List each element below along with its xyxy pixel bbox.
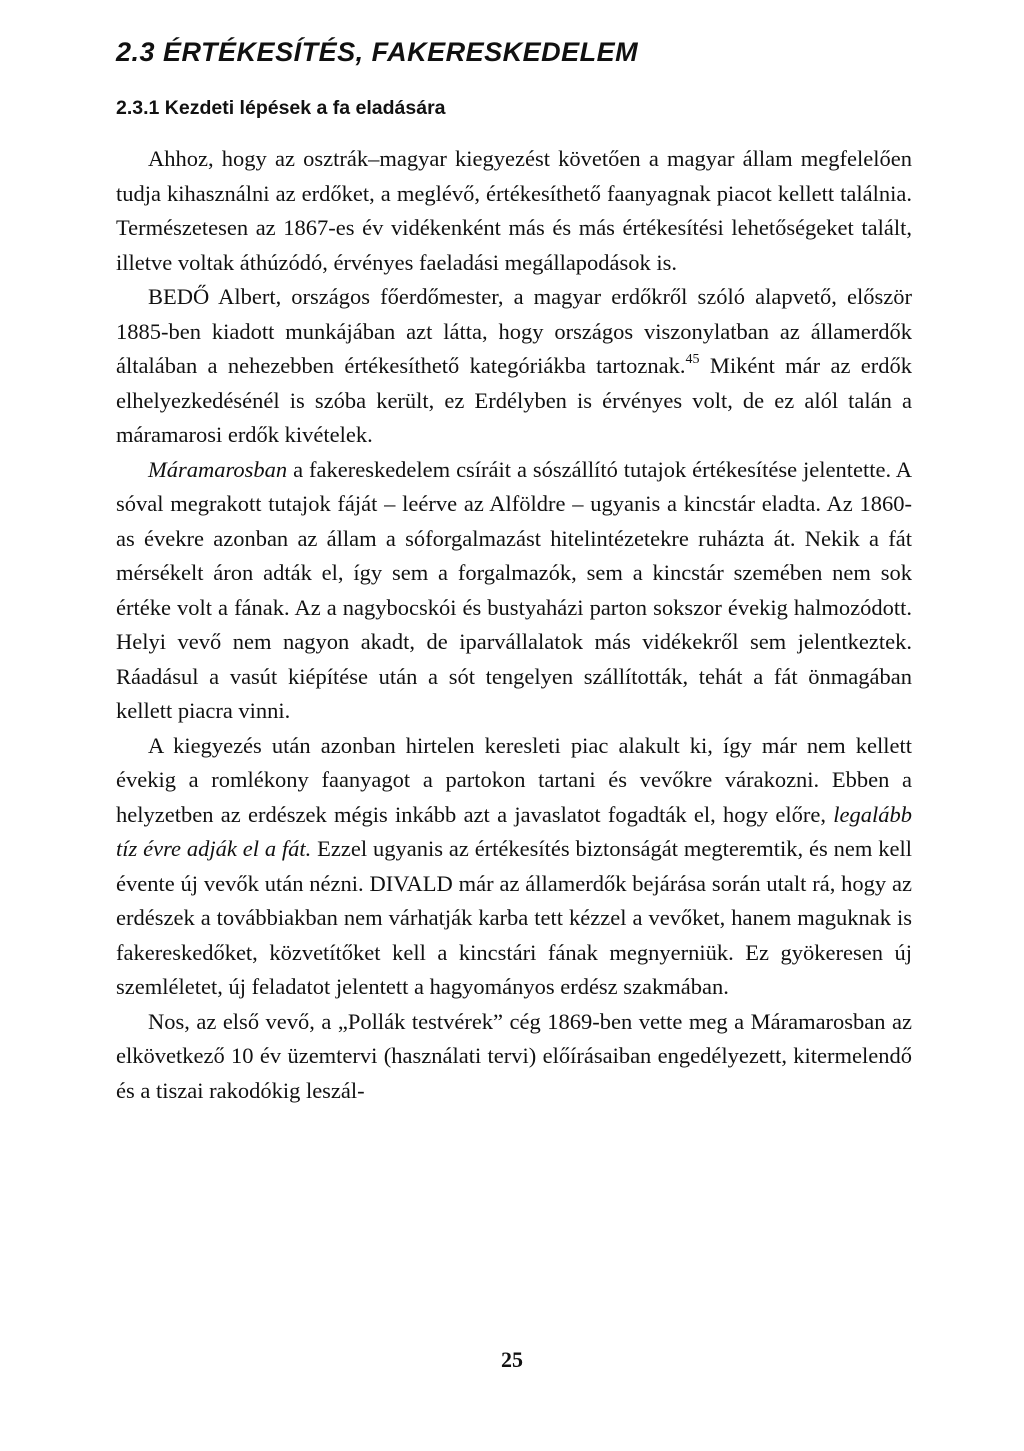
paragraph-4-start: A kiegyezés után azonban hirtelen keresleti piac alakult ki, így már nem kellett évekig a romlékony faanyagot a partokon tartani és vevőkre várakozni. Ebben a helyzetben az erdészek mégis inkább azt a javaslatot fogadták el, hogy előre, <box>116 732 912 827</box>
paragraph-4-end: Ezzel ugyanis az értékesítés biztonságát megteremtik, és nem kell évente új vevők után nézni. DIVALD már az államerdők bejárása során utalt rá, hogy az erdészek a továbbiakban nem várhatják karba tett kézzel a vevőket, hanem maguknak is fakereskedőket, közvetítőket kell a kincstári fának megnyerniük. Ez gyökeresen új szemléletet, új feladatot jelentett a hagyományos erdész szakmában. <box>116 836 912 999</box>
paragraph-3-rest: a fakereskedelem csíráit a sószállító tutajok értékesítése jelentette. A sóval megrakott tutajok fáját – leérve az Alföldre – ugyanis a kincstár eladta. Az 1860-as évekre azonban az állam a sóforgalmazást hitelintézetekre ruházta át. Nekik a fát mérsékelt áron adták el, így sem a forgalmazók, sem a kincstár szemében nem sok értéke volt a fának. Az a nagybocskói és bustyaházi parton sokszor évekig halmozódott. Helyi vevő nem nagyon akadt, de iparvállalatok más vidékekről sem jelentkeztek. Ráadásul a vasút kiépítése után a sót tengelyen szállították, tehát a fát önmagában kellett piacra vinni. <box>116 456 912 723</box>
page-number: 25 <box>501 1347 523 1372</box>
paragraph-2 <box>116 280 912 453</box>
paragraph-4-italic: legalább tíz évre adják el a fát. <box>116 801 912 861</box>
section-title: 2.3.1 Kezdeti lépések a fa eladására <box>116 97 446 119</box>
paragraph-2-start: BEDŐ Albert, országos főerdőmester, a magyar erdőkről szóló alapvető, először 1885-ben kiadott munkájában azt látta, hogy országos viszonylatban az államerdők általában a nehezebben értékesíthető kategóriákba tartoznak. <box>116 284 912 378</box>
page-content <box>116 30 912 1108</box>
paragraph-3-italic: Máramarosban <box>148 456 288 482</box>
paragraph-4 <box>116 729 912 1005</box>
paragraph-2-end: Miként már az erdők elhelyezkedésénél is szóba került, ez Erdélyben is érvényes volt, de ez alól talán a máramarosi erdők kivételek. <box>116 353 912 447</box>
paragraph-5: Nos, az első vevő, a „Pollák testvérek” cég 1869-ben vette meg a Máramarosban az elkövetkező 10 év üzemtervi (használati tervi) előírásaiban engedélyezett, kitermelendő és a tiszai rakodókig leszál- <box>116 1008 912 1103</box>
footnote-marker[interactable]: 45 <box>685 352 700 367</box>
body-text <box>116 142 912 1108</box>
chapter-title: 2.3 ÉRTÉKESÍTÉS, FAKERESKEDELEM <box>116 37 639 67</box>
paragraph-3 <box>116 453 912 729</box>
paragraph-1: Ahhoz, hogy az osztrák–magyar kiegyezést követően a magyar állam megfelelően tudja kihasználni az erdőket, a meglévő, értékesíthető faanyagnak piacot kellett találnia. Természetesen az 1867-es év vidékenként más és más értékesítési lehetőségeket talált, illetve voltak áthúzódó, érvényes faeladási megállapodások is. <box>116 146 912 275</box>
